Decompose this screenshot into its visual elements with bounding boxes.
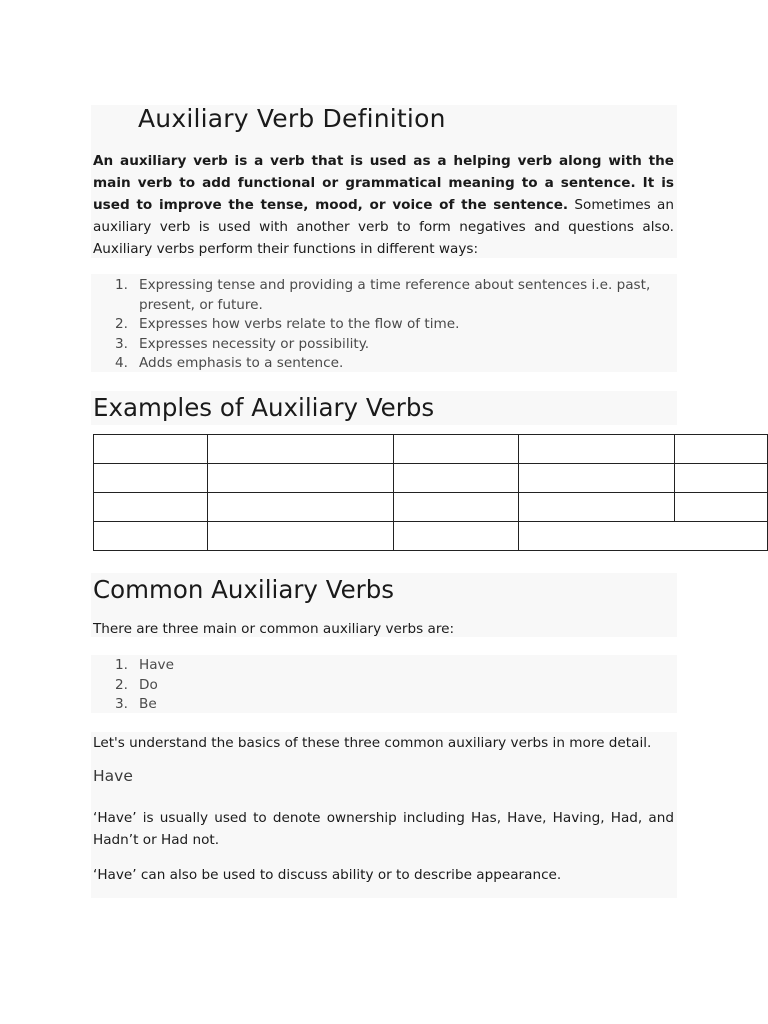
definition-title: Auxiliary Verb Definition — [138, 104, 446, 133]
common-list-bg — [91, 655, 677, 713]
table-row — [94, 522, 768, 551]
table-cell — [94, 493, 208, 522]
list-number: 2. — [115, 676, 128, 693]
list-number: 2. — [115, 316, 128, 332]
list-text: Do — [139, 676, 158, 693]
list-text: Expresses necessity or possibility. — [139, 335, 370, 352]
list-number: 3. — [115, 335, 128, 352]
table-cell — [518, 464, 675, 493]
examples-table — [93, 434, 768, 551]
table-cell — [94, 522, 208, 551]
examples-title: Examples of Auxiliary Verbs — [93, 393, 435, 422]
list-item — [93, 676, 174, 696]
table-cell — [518, 493, 675, 522]
list-item — [93, 276, 650, 296]
list-item — [93, 354, 650, 374]
definition-rest-text: Sometimes an auxiliary verb is used with another verb to form negatives and questions also. Auxiliary verbs perform their functions in different ways: — [93, 197, 675, 257]
have-title: Have — [93, 767, 133, 785]
list-number: 1. — [115, 277, 128, 293]
common-list — [93, 656, 174, 715]
table-cell — [94, 464, 208, 493]
table-row — [94, 435, 768, 464]
list-item — [93, 656, 174, 676]
table-cell — [94, 435, 208, 464]
detail-intro: Let's understand the basics of these three common auxiliary verbs in more detail. — [93, 735, 652, 751]
table-cell — [675, 493, 768, 522]
table-cell — [394, 493, 519, 522]
functions-list — [93, 276, 650, 374]
list-text: Adds emphasis to a sentence. — [139, 355, 344, 371]
list-item — [93, 296, 650, 316]
table-cell — [394, 522, 519, 551]
table-cell — [675, 464, 768, 493]
table-cell — [394, 464, 519, 493]
list-text: present, or future. — [139, 296, 263, 313]
list-item — [93, 695, 174, 715]
common-title: Common Auxiliary Verbs — [93, 575, 395, 604]
table-cell — [675, 435, 768, 464]
common-intro: There are three main or common auxiliary verbs are: — [93, 621, 455, 637]
table-cell — [394, 435, 519, 464]
have-paragraph-1: ‘Have’ is usually used to denote ownership including Has, Have, Having, Had, and Hadn’t or Had not. — [93, 810, 674, 848]
list-number: 4. — [115, 355, 128, 371]
list-number: 1. — [115, 657, 128, 673]
list-text: Expresses how verbs relate to the flow of time. — [139, 316, 460, 332]
list-number: 3. — [115, 696, 128, 712]
list-text: Expressing tense and providing a time reference about sentences i.e. past, — [139, 277, 651, 293]
list-text: Be — [139, 696, 157, 712]
table-cell — [207, 493, 393, 522]
table-row — [94, 493, 768, 522]
table-cell — [207, 435, 393, 464]
table-cell — [207, 522, 393, 551]
list-item — [93, 315, 650, 335]
table-cell — [207, 464, 393, 493]
table-cell — [518, 522, 767, 551]
definition-bold-text: An auxiliary verb is a verb that is used as a helping verb along with the main verb to add functional or grammatical meaning to a sentence. It is used to improve the tense, mood, or voice of the sentence. — [93, 153, 674, 213]
list-item — [93, 335, 650, 355]
have-paragraph-2: ‘Have’ can also be used to discuss ability or to describe appearance. — [93, 867, 562, 883]
table-row — [94, 464, 768, 493]
list-text: Have — [139, 657, 174, 673]
table-cell — [518, 435, 675, 464]
definition-paragraph — [93, 150, 674, 260]
